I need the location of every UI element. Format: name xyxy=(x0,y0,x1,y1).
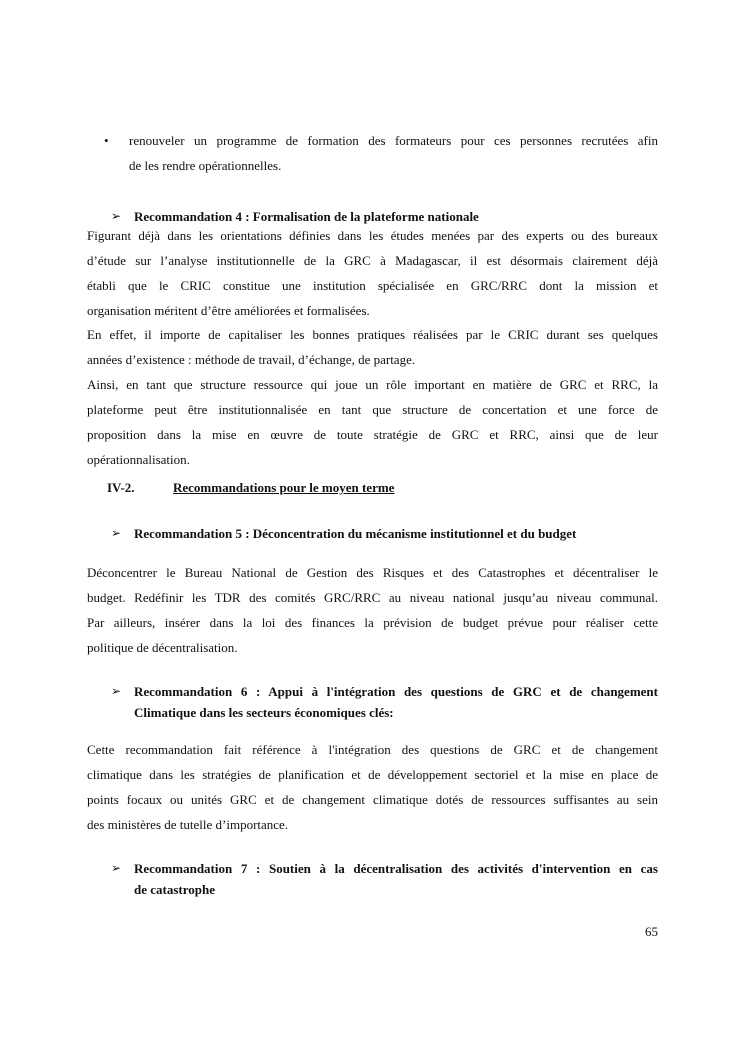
arrow-bullet-icon: ➢ xyxy=(111,209,122,223)
rec6-heading-line-1: Recommandation 6 : Appui à l'intégration des questions de GRC et de changement xyxy=(134,684,658,699)
rec4-p3-line-1: Ainsi, en tant que structure ressource qui joue un rôle important en matière de GRC et RRC, la xyxy=(87,377,658,392)
arrow-bullet-icon: ➢ xyxy=(111,526,122,540)
rec6-line-4: des ministères de tutelle d’importance. xyxy=(87,817,289,832)
bullet-marker: • xyxy=(104,133,109,148)
rec4-p2-line-2: années d’existence : méthode de travail, d’échange, de partage. xyxy=(87,352,416,367)
section-number: IV-2. xyxy=(107,480,135,495)
rec4-p1-line-2: d’étude sur l’analyse institutionnelle de la GRC à Madagascar, il est désormais clairement déjà xyxy=(87,253,658,268)
rec5-line-2: budget. Redéfinir les TDR des comités GRC/RRC au niveau national jusqu’au niveau communal. xyxy=(87,590,658,605)
rec6-heading-line-2: Climatique dans les secteurs économiques clés: xyxy=(134,705,394,720)
bullet-line-1: renouveler un programme de formation des formateurs pour ces personnes recrutées afin xyxy=(129,133,658,148)
bullet-line-2: de les rendre opérationnelles. xyxy=(129,158,282,173)
rec4-p1-line-1: Figurant déjà dans les orientations définies dans les études menées par des experts ou des bureaux xyxy=(87,228,658,243)
rec6-line-1: Cette recommandation fait référence à l'intégration des questions de GRC et de changement xyxy=(87,742,658,757)
rec5-line-4: politique de décentralisation. xyxy=(87,640,238,655)
rec4-p3-line-4: opérationnalisation. xyxy=(87,452,190,467)
arrow-bullet-icon: ➢ xyxy=(111,861,122,875)
page-number: 65 xyxy=(645,924,658,939)
rec4-p3-line-2: plateforme peut être institutionnalisée en tant que structure de concertation et une force de xyxy=(87,402,658,417)
rec5-line-3: Par ailleurs, insérer dans la loi des finances la prévision de budget prévue pour réaliser cette xyxy=(87,615,658,630)
arrow-bullet-icon: ➢ xyxy=(111,684,122,698)
rec7-heading-line-2: de catastrophe xyxy=(134,882,216,897)
rec7-heading-line-1: Recommandation 7 : Soutien à la décentralisation des activités d'intervention en cas xyxy=(134,861,658,876)
rec4-p3-line-3: proposition dans la mise en œuvre de toute stratégie de GRC et RRC, ainsi que de leur xyxy=(87,427,658,442)
rec4-heading: Recommandation 4 : Formalisation de la plateforme nationale xyxy=(134,209,479,224)
rec6-line-2: climatique dans les stratégies de planification et de développement sectoriel et la mise en place de xyxy=(87,767,658,782)
section-title: Recommandations pour le moyen terme xyxy=(173,480,395,495)
rec4-p2-line-1: En effet, il importe de capitaliser les bonnes pratiques réalisées par le CRIC durant ses quelques xyxy=(87,327,658,342)
rec5-heading: Recommandation 5 : Déconcentration du mécanisme institutionnel et du budget xyxy=(134,526,577,541)
rec6-line-3: points focaux ou unités GRC et de changement climatique dotés de ressources suffisantes au sein xyxy=(87,792,658,807)
rec4-p1-line-3: établi que le CRIC constitue une institution spécialisée en GRC/RRC dont la mission et xyxy=(87,278,658,293)
rec4-p1-line-4: organisation méritent d’être améliorées et formalisées. xyxy=(87,303,370,318)
rec5-line-1: Déconcentrer le Bureau National de Gestion des Risques et des Catastrophes et décentraliser le xyxy=(87,565,658,580)
